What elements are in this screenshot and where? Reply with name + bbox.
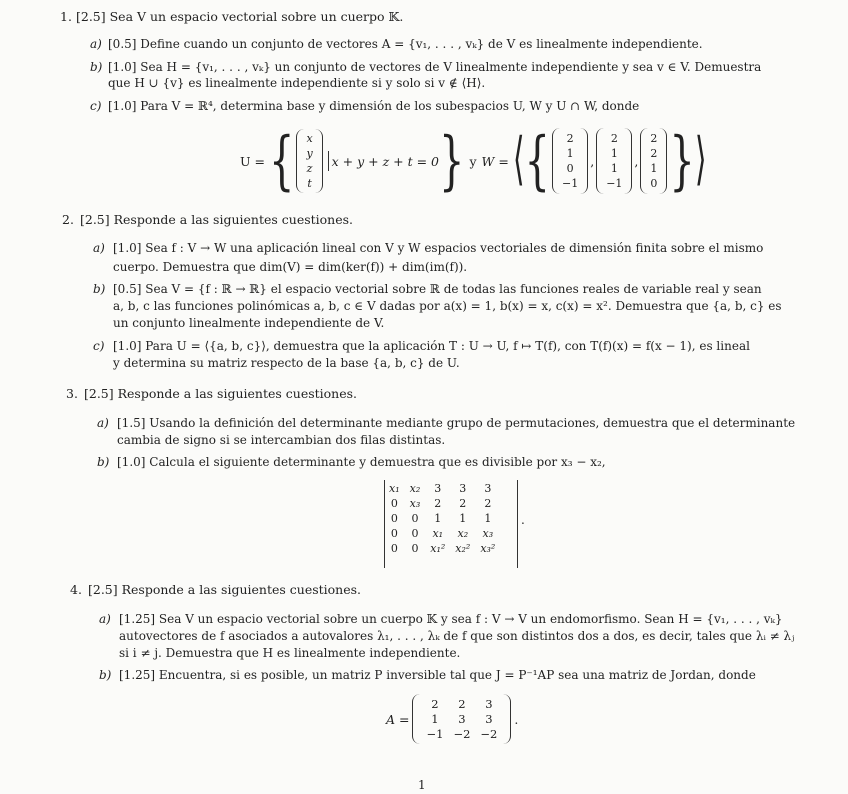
det-cell: x₁ [432,527,444,540]
det-cell: 2 [459,497,467,510]
p2-a-text-line2: cuerpo. Demuestra que dim(V) = dim(ker(f)) + dim(im(f)). [113,260,468,274]
page-number: 1 [418,778,426,792]
problem-3-heading: [2.5] Responde a las siguientes cuestiones. [84,386,358,401]
p2-c-label: c) [93,339,105,353]
U-vector-entry: y [306,147,313,160]
right-angle-icon: ⟩ [694,126,707,194]
left-paren-icon [412,694,421,744]
vector-separator: , [634,153,639,169]
det-cell: 0 [411,542,419,555]
W-vector-entry: 2 [566,132,574,145]
such-that-bar [328,151,329,171]
problem-4-heading: [2.5] Responde a las siguientes cuestiones. [88,582,362,597]
matrix-period: . [514,711,519,727]
U-vector-entry: z [306,162,313,175]
p2-c-text-line2: y determina su matriz respecto de la base {a, b, c} de U. [113,356,460,370]
problem-1-number: 1. [60,9,72,24]
matrix-cell: 3 [458,711,466,726]
p2-b-text-line3: un conjunto linealmente independiente de V. [113,316,385,330]
p3-b-text: [1.0] Calcula el siguiente determinante y demuestra que es divisible por x₃ − x₂, [117,455,606,469]
det-cell: 0 [390,512,398,525]
det-cell: x₃ [409,497,421,510]
p4-a-text-line2: autovectores de f asociados a autovalores λ₁, . . . , λₖ de f que son distintos dos a dos, es decir, tales que λᵢ ≠ λⱼ [119,629,795,643]
det-cell: 0 [390,497,398,510]
matrix-cell: −2 [480,726,498,741]
table-row [384,526,500,541]
right-paren-icon [502,694,511,744]
det-cell: x₃² [480,542,496,555]
p2-a-text-line1: [1.0] Sea f : V → W una aplicación lineal con V y W espacios vectoriales de dimensión finita sobre el mismo [113,241,764,255]
p4-a-label: a) [99,612,111,626]
det-cell: x₃ [482,527,494,540]
W-vector-cells [605,131,623,191]
A-lhs: A = [386,711,410,727]
and-word: y [469,153,477,169]
vector-separator: , [590,153,595,169]
W-vector-entry: 1 [610,147,618,160]
matrix-cell: 3 [485,696,493,711]
U-condition: x + y + z + t = 0 [331,153,440,169]
W-vector-entry: 1 [650,162,658,175]
p1-a-text: [0.5] Define cuando un conjunto de vectores A = {v₁, . . . , vₖ} de V es linealmente independiente. [108,37,703,51]
p4-a-text-line3: si i ≠ j. Demuestra que H es linealmente independiente. [119,646,461,660]
right-brace-icon: } [439,124,465,198]
det-cell: 2 [434,497,442,510]
W-vector-entry: 0 [566,162,574,175]
matrix-A-equation [386,692,518,746]
p4-a-text-line1: [1.25] Sea V un espacio vectorial sobre un cuerpo 𝕂 y sea f : V → V un endomorfismo. Sean H = {v₁, . . . , vₖ} [119,612,783,626]
det-cell: x₂ [457,527,469,540]
p2-b-text-line2: a, b, c las funciones polinómicas a, b, c ∈ V dadas por a(x) = 1, b(x) = x, c(x) = x². Demuestra que {a, b, c} es [113,299,782,313]
det-period: . [521,513,525,527]
det-right-bar [517,480,518,568]
matrix-cell: 3 [485,711,493,726]
left-angle-icon: ⟨ [512,126,525,194]
det-cell: 0 [390,527,398,540]
p3-a-text-line2: cambia de signo si se intercambian dos filas distintas. [117,433,446,447]
table-row [384,481,500,496]
det-cell: 3 [484,482,492,495]
W-vector-cells [561,131,579,191]
U-lhs: U = [240,153,265,169]
right-brace-icon: } [669,124,695,198]
W-vector-3 [640,128,667,194]
p4-b-text: [1.25] Encuentra, si es posible, un matriz P inversible tal que J = P⁻¹AP sea una matriz de Jordan, donde [119,668,756,682]
det-cell: x₂² [455,542,471,555]
right-paren-icon [623,128,632,194]
U-vector-entry: x [306,132,313,145]
W-vector-entry: 2 [650,147,658,160]
U-vector-cells [305,131,313,191]
problem-2-heading: [2.5] Responde a las siguientes cuestiones. [80,212,354,227]
right-paren-icon [658,128,667,194]
det-cell: 3 [459,482,467,495]
W-lhs: W = [481,153,509,169]
left-paren-icon [552,128,561,194]
problem-4-number: 4. [70,582,82,597]
det-cell: 1 [459,512,467,525]
det-cell: 0 [411,512,419,525]
p2-c-text-line1: [1.0] Para U = ⟨{a, b, c}⟩, demuestra que la aplicación T : U → U, f ↦ T(f), con T(f)(x) = f(x − 1), es lineal [113,339,750,353]
right-paren-icon [314,129,323,193]
det-cell: 0 [411,527,419,540]
W-vector-entry: 1 [566,147,574,160]
W-vector-entry: −1 [606,177,623,190]
p1-b-text-line2: que H ∪ {v} es linealmente independiente si y solo si v ∉ ⟨H⟩. [108,76,486,90]
det-cell: x₁² [430,542,446,555]
W-vector-entry: 2 [650,132,658,145]
W-vector-entry: 1 [610,162,618,175]
p1-b-label: b) [90,60,103,74]
matrix-cell: 2 [431,696,439,711]
matrix-cell: −2 [453,726,471,741]
det-cell: 2 [484,497,492,510]
p2-b-label: b) [93,282,106,296]
p2-b-text-line1: [0.5] Sea V = {f : ℝ → ℝ} el espacio vectorial sobre ℝ de todas las funciones reales de variable real y sean [113,282,762,296]
table-row [384,541,500,556]
p3-a-text-line1: [1.5] Usando la definición del determinante mediante grupo de permutaciones, demuestra que el determinante [117,416,796,430]
problem-3-number: 3. [66,386,78,401]
determinant-matrix [384,481,500,556]
W-vector-1 [552,128,588,194]
det-cell: 1 [434,512,442,525]
table-row [384,511,500,526]
left-paren-icon [596,128,605,194]
right-paren-icon [579,128,588,194]
det-cell: 0 [390,542,398,555]
U-vector-entry: t [307,177,312,190]
det-cell: x₁ [389,482,400,495]
left-paren-icon [640,128,649,194]
table-row [421,712,502,727]
p1-c-text: [1.0] Para V = ℝ⁴, determina base y dimensión de los subespacios U, W y U ∩ W, donde [108,99,640,113]
p1-c-label: c) [90,99,102,113]
table-row [421,727,502,742]
det-cell: 3 [434,482,442,495]
matrix-cell: 2 [458,696,466,711]
W-vector-entry: 0 [650,177,658,190]
W-vector-2 [596,128,632,194]
W-vector-entry: 2 [610,132,618,145]
p2-a-label: a) [93,241,105,255]
matrix-cell: 1 [431,711,439,726]
left-brace-icon: { [268,124,295,198]
W-vector-entry: −1 [562,177,579,190]
det-cell: 1 [484,512,492,525]
det-cell: x₂ [409,482,421,495]
p4-b-label: b) [99,668,112,682]
p1-b-text-line1: [1.0] Sea H = {v₁, . . . , vₖ} un conjunto de vectores de V linealmente independiente y sea v ∈ V. Demuestra [108,60,762,74]
left-brace-icon: { [524,124,550,198]
subspaces-equation [240,124,707,198]
p1-a-label: a) [90,37,102,51]
table-row [384,496,500,511]
W-vector-cells [649,131,658,191]
U-vector [296,129,322,193]
p3-a-label: a) [97,416,109,430]
matrix-cell: −1 [426,726,444,741]
table-row [421,697,502,712]
p3-b-label: b) [97,455,110,469]
problem-1-heading: [2.5] Sea V un espacio vectorial sobre un cuerpo 𝕂. [76,9,404,24]
left-paren-icon [296,129,305,193]
problem-2-number: 2. [62,212,74,227]
matrix-A [421,697,502,742]
